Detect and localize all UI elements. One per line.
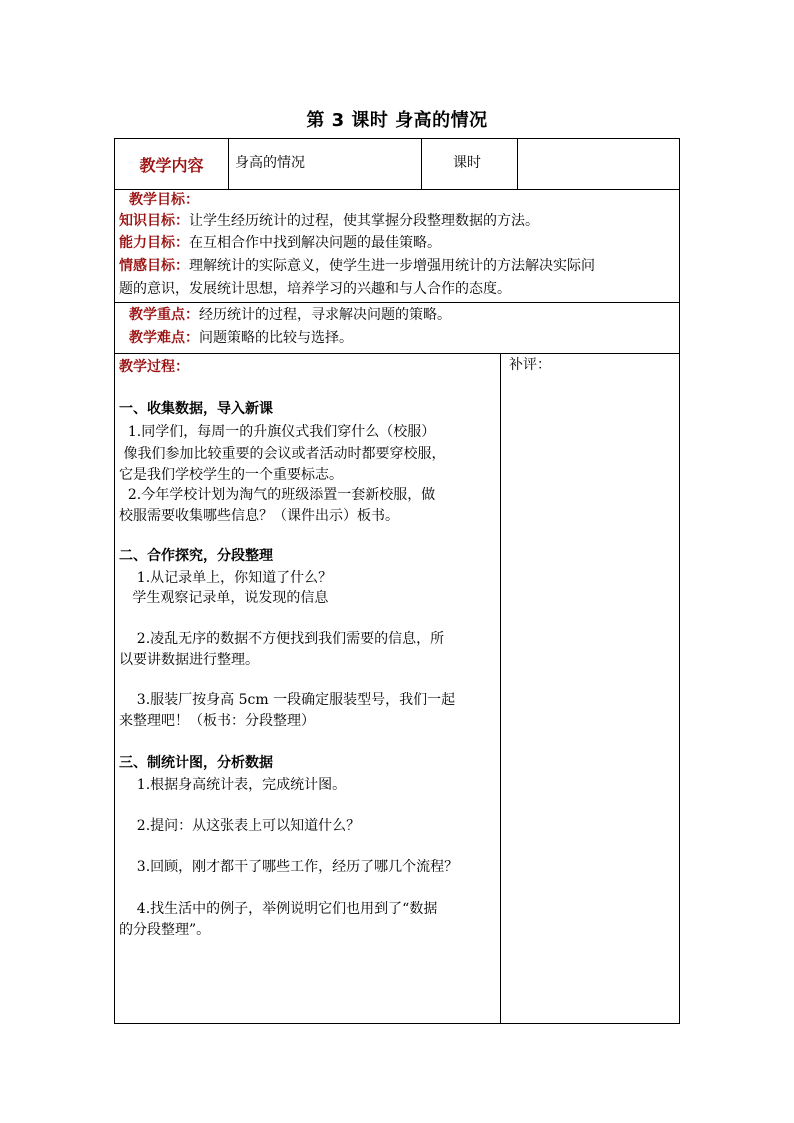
section-3-line-5: 的分段整理”。	[119, 922, 211, 938]
difficult-text: 问题策略的比较与选择。	[199, 330, 353, 346]
section-2-line-5: 3.服装厂按身高 5cm 一段确定服装型号，我们一起	[119, 692, 456, 708]
period-label: 课时	[453, 155, 481, 171]
section-2-line-6: 来整理吧！（板书：分段整理）	[119, 713, 315, 729]
col-divider-comment	[500, 353, 501, 1023]
section-1-line-5: 校服需要收集哪些信息？（课件出示）板书。	[119, 508, 399, 524]
section-3-line-4: 4.找生活中的例子，举例说明它们也用到了“数据	[119, 901, 438, 917]
section-1-title: 一、收集数据，导入新课	[119, 401, 273, 417]
objective-emotion-text: 理解统计的实际意义，使学生进一步增强用统计的方法解决实际问	[189, 258, 595, 274]
objective-knowledge	[119, 211, 539, 232]
col-divider-2	[421, 139, 422, 189]
important-label: 教学重点：	[129, 307, 199, 323]
section-2-line-2: 学生观察记录单，说发现的信息	[119, 590, 329, 606]
important-point	[129, 305, 451, 326]
section-3-line-2: 2.提问：从这张表上可以知道什么？	[119, 818, 361, 834]
row-divider-keypoints	[115, 353, 679, 354]
col-divider-1	[228, 139, 229, 189]
section-3-line-1: 1.根据身高统计表，完成统计图。	[119, 777, 347, 793]
comment-label: 补评：	[509, 357, 551, 373]
objective-knowledge-text: 让学生经历统计的过程，使其掌握分段整理数据的方法。	[189, 213, 539, 229]
objective-ability-label: 能力目标：	[119, 235, 189, 251]
section-3-title: 三、制统计图，分析数据	[119, 755, 273, 771]
content-label: 教学内容	[139, 156, 204, 175]
content-value: 身高的情况	[235, 155, 305, 171]
row-divider-objectives	[115, 302, 679, 303]
important-text: 经历统计的过程，寻求解决问题的策略。	[199, 307, 451, 323]
objective-ability	[119, 233, 441, 254]
section-3-line-3: 3.回顾，刚才都干了哪些工作，经历了哪几个流程？	[119, 859, 459, 875]
section-2-title: 二、合作探究，分段整理	[119, 548, 273, 564]
section-1-line-2: 像我们参加比较重要的会议或者活动时都要穿校服，	[119, 446, 446, 462]
section-1-line-3: 它是我们学校学生的一个重要标志。	[119, 467, 343, 483]
section-1-line-1: 1.同学们，每周一的升旗仪式我们穿什么（校服）	[119, 424, 436, 440]
objective-emotion-label: 情感目标：	[119, 258, 189, 274]
objective-ability-text: 在互相合作中找到解决问题的最佳策略。	[189, 235, 441, 251]
process-heading: 教学过程：	[119, 359, 189, 375]
section-2-line-4: 以要讲数据进行整理。	[119, 652, 259, 668]
objective-knowledge-label: 知识目标：	[119, 213, 189, 229]
difficult-label: 教学难点：	[129, 330, 199, 346]
section-1-line-4: 2.今年学校计划为淘气的班级添置一套新校服，做	[119, 487, 436, 503]
lesson-plan-table	[114, 138, 680, 1024]
col-divider-3	[517, 139, 518, 189]
section-2-line-3: 2.凌乱无序的数据不方便找到我们需要的信息，所	[119, 631, 445, 647]
section-2-line-1: 1.从记录单上，你知道了什么？	[119, 570, 333, 586]
page-title: 第 3 课时 身高的情况	[306, 110, 488, 131]
difficult-point	[129, 328, 353, 349]
objective-emotion-text-cont: 题的意识，发展统计思想，培养学习的兴趣和与人合作的态度。	[119, 281, 511, 297]
objectives-heading: 教学目标：	[129, 192, 199, 208]
objective-emotion	[119, 256, 595, 277]
